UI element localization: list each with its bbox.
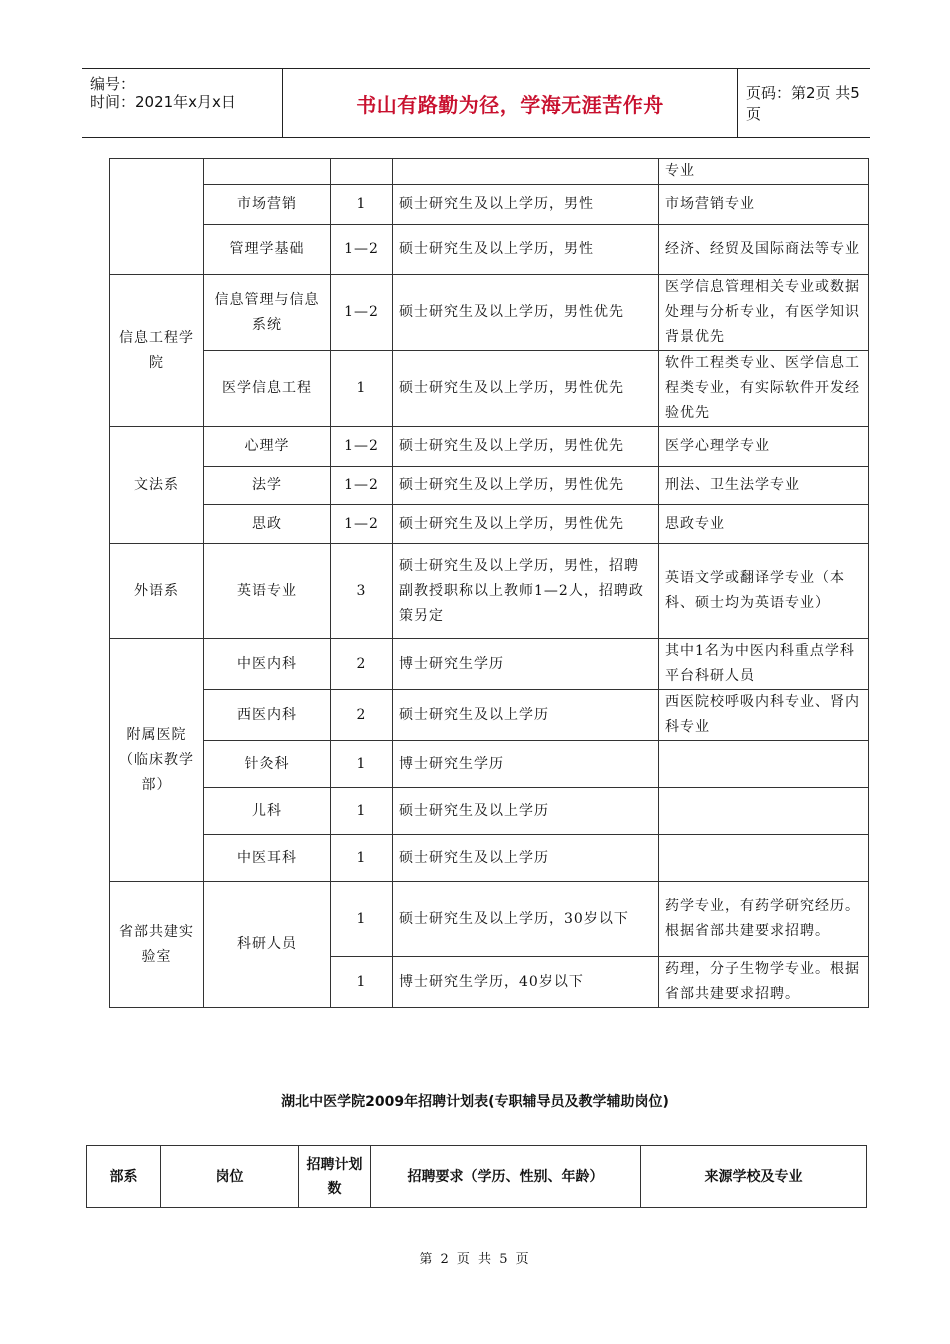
major-cell: 英语文学或翻译学专业（本科、硕士均为英语专业） — [659, 544, 869, 639]
req-cell: 硕士研究生及以上学历 — [393, 788, 659, 835]
req-cell: 博士研究生学历，40岁以下 — [393, 957, 659, 1008]
page-code: 页码：第2页 共5页 — [746, 84, 860, 123]
major-cell: 专业 — [659, 159, 869, 185]
dept-cell: 文法系 — [110, 427, 204, 544]
num-cell: 3 — [331, 544, 393, 639]
table-row — [110, 275, 869, 351]
page-footer: 第 2 页 共 5 页 — [419, 1252, 531, 1267]
page-header — [82, 68, 870, 138]
dept-cell — [110, 159, 204, 275]
header-row — [87, 1146, 867, 1208]
table-row — [110, 159, 869, 185]
col-header-post: 岗位 — [161, 1146, 299, 1208]
major-cell: 西医院校呼吸内科专业、肾内科专业 — [659, 690, 869, 741]
post-cell: 英语专业 — [204, 544, 331, 639]
req-cell: 硕士研究生及以上学历，男性优先 — [393, 467, 659, 505]
req-cell: 博士研究生学历 — [393, 741, 659, 788]
table-row — [110, 882, 869, 957]
post-cell: 思政 — [204, 505, 331, 544]
table-row — [110, 741, 869, 788]
col-header-dept: 部系 — [87, 1146, 161, 1208]
req-cell: 硕士研究生及以上学历，男性，招聘副教授职称以上教师1—2人，招聘政策另定 — [393, 544, 659, 639]
num-cell: 1—2 — [331, 427, 393, 467]
num-cell: 2 — [331, 690, 393, 741]
req-cell — [393, 159, 659, 185]
major-cell: 医学心理学专业 — [659, 427, 869, 467]
num-cell: 1 — [331, 788, 393, 835]
post-cell: 信息管理与信息系统 — [204, 275, 331, 351]
major-cell: 药理，分子生物学专业。根据省部共建要求招聘。 — [659, 957, 869, 1008]
motto: 书山有路勤为径，学海无涯苦作舟 — [356, 92, 664, 117]
num-cell: 1 — [331, 185, 393, 225]
num-cell — [331, 159, 393, 185]
major-cell: 药学专业，有药学研究经历。根据省部共建要求招聘。 — [659, 882, 869, 957]
post-cell: 科研人员 — [204, 882, 331, 1008]
time-label: 时间：2021年x月x日 — [90, 93, 236, 111]
table-row — [110, 427, 869, 467]
req-cell: 硕士研究生及以上学历，男性优先 — [393, 505, 659, 544]
major-cell: 软件工程类专业、医学信息工程类专业，有实际软件开发经验优先 — [659, 351, 869, 427]
req-cell: 硕士研究生及以上学历，男性优先 — [393, 351, 659, 427]
post-cell: 中医耳科 — [204, 835, 331, 882]
header-meta — [82, 69, 282, 137]
major-cell: 刑法、卫生法学专业 — [659, 467, 869, 505]
dept-cell: 外语系 — [110, 544, 204, 639]
table-row — [110, 788, 869, 835]
table-row — [110, 690, 869, 741]
post-cell: 针灸科 — [204, 741, 331, 788]
num-cell: 1 — [331, 957, 393, 1008]
post-cell: 市场营销 — [204, 185, 331, 225]
post-cell: 西医内科 — [204, 690, 331, 741]
dept-cell: 信息工程学院 — [110, 275, 204, 427]
req-cell: 硕士研究生及以上学历，男性 — [393, 185, 659, 225]
table-row — [110, 544, 869, 639]
table-row — [110, 467, 869, 505]
major-cell: 市场营销专业 — [659, 185, 869, 225]
post-cell: 医学信息工程 — [204, 351, 331, 427]
dept-cell: 省部共建实验室 — [110, 882, 204, 1008]
num-cell: 1—2 — [331, 225, 393, 275]
req-cell: 硕士研究生及以上学历，男性优先 — [393, 427, 659, 467]
post-cell: 心理学 — [204, 427, 331, 467]
post-cell: 儿科 — [204, 788, 331, 835]
major-cell: 经济、经贸及国际商法等专业 — [659, 225, 869, 275]
header-motto-cell — [282, 69, 738, 137]
req-cell: 硕士研究生及以上学历，男性优先 — [393, 275, 659, 351]
num-cell: 1 — [331, 741, 393, 788]
table-row — [110, 639, 869, 690]
col-header-num: 招聘计划数 — [299, 1146, 371, 1208]
post-cell — [204, 159, 331, 185]
major-cell — [659, 741, 869, 788]
num-cell: 1 — [331, 351, 393, 427]
table-row — [110, 351, 869, 427]
major-cell — [659, 788, 869, 835]
col-header-source: 来源学校及专业 — [641, 1146, 867, 1208]
req-cell: 硕士研究生及以上学历，男性 — [393, 225, 659, 275]
table-row — [110, 835, 869, 882]
req-cell: 博士研究生学历 — [393, 639, 659, 690]
recruitment-table — [109, 158, 869, 1008]
num-cell: 1 — [331, 835, 393, 882]
number-label: 编号： — [90, 75, 136, 93]
table-row — [110, 505, 869, 544]
post-cell: 法学 — [204, 467, 331, 505]
table2-title: 湖北中医学院2009年招聘计划表(专职辅导员及教学辅助岗位) — [281, 1094, 669, 1110]
num-cell: 2 — [331, 639, 393, 690]
post-cell: 中医内科 — [204, 639, 331, 690]
table-row — [110, 185, 869, 225]
num-cell: 1—2 — [331, 505, 393, 544]
major-cell — [659, 835, 869, 882]
num-cell: 1—2 — [331, 467, 393, 505]
num-cell: 1 — [331, 882, 393, 957]
major-cell: 其中1名为中医内科重点学科平台科研人员 — [659, 639, 869, 690]
plan-table-header — [86, 1145, 867, 1208]
req-cell: 硕士研究生及以上学历，30岁以下 — [393, 882, 659, 957]
req-cell: 硕士研究生及以上学历 — [393, 835, 659, 882]
dept-cell: 附属医院（临床教学部） — [110, 639, 204, 882]
num-cell: 1—2 — [331, 275, 393, 351]
header-page-cell — [736, 69, 870, 137]
post-cell: 管理学基础 — [204, 225, 331, 275]
col-header-req: 招聘要求（学历、性别、年龄） — [371, 1146, 641, 1208]
table-row — [110, 225, 869, 275]
major-cell: 思政专业 — [659, 505, 869, 544]
major-cell: 医学信息管理相关专业或数据处理与分析专业，有医学知识背景优先 — [659, 275, 869, 351]
req-cell: 硕士研究生及以上学历 — [393, 690, 659, 741]
